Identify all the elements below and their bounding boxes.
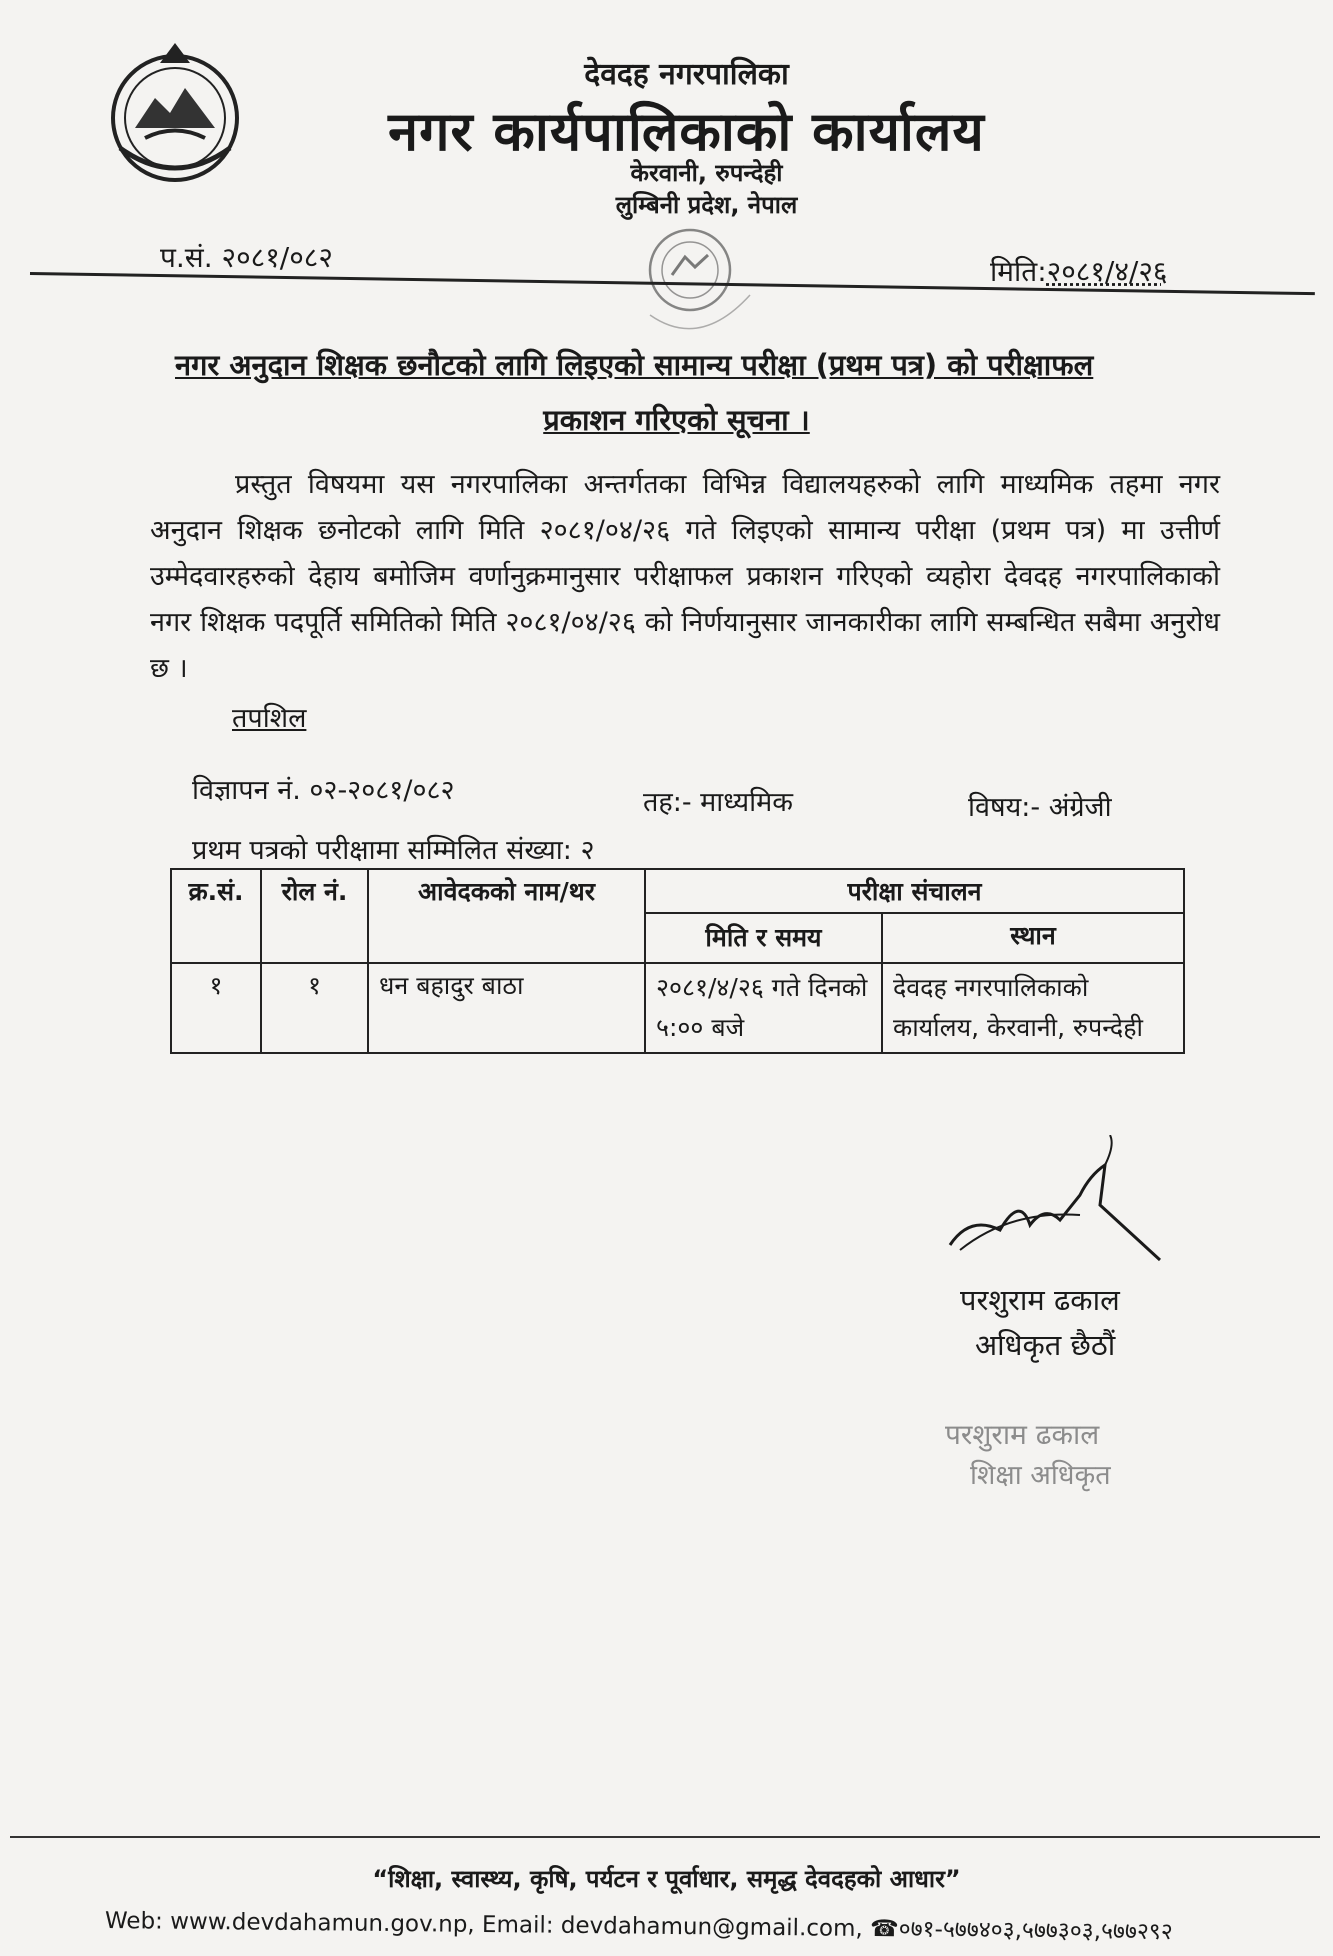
letter-date xyxy=(990,252,1167,290)
footer-divider xyxy=(10,1836,1320,1838)
header-exam: परीक्षा संचालन xyxy=(645,869,1184,913)
municipality-name: देवदह नगरपालिका xyxy=(584,57,789,92)
subject-line-1: नगर अनुदान शिक्षक छनौटको लागि लिइएको सामान्य परीक्षा (प्रथम पत्र) को परीक्षाफल xyxy=(175,348,1094,382)
office-title: नगर कार्यपालिकाको कार्यालय xyxy=(388,100,985,163)
header-name: आवेदकको नाम/थर xyxy=(368,869,645,963)
seal-name: परशुराम ढकाल xyxy=(945,1418,1100,1451)
address-line-2: लुम्बिनी प्रदेश, नेपाल xyxy=(615,191,798,219)
level-field: तह:- माध्यमिक xyxy=(643,787,793,818)
subject-field: विषय:- अंग्रेजी xyxy=(968,792,1112,823)
body-paragraph: प्रस्तुत विषयमा यस नगरपालिका अन्तर्गतका विभिन्न विद्यालयहरुको लागि माध्यमिक तहमा नगर अनुदान शिक्षक छनोटको लागि मिति २०८१/०४/२६ गते लिइएको सामान्य परीक्षा (प्रथम पत्र) मा उत्तीर्ण उम्मेदवारहरुको देहाय बमोजिम वर्णानुक्रमानुसार परीक्षाफल प्रकाशन गरिएको व्यहोरा देवदह नगरपालिकाको नगर शिक्षक पदपूर्ति समितिको मिति २०८१/०४/२६ को निर्णयानुसार जानकारीका लागि सम्बन्धित सबैमा अनुरोध छ । xyxy=(150,469,1220,684)
header-venue: स्थान xyxy=(882,913,1184,963)
date-value: २०८१/४/२६ xyxy=(1046,255,1168,288)
header-roll: रोल नं. xyxy=(261,869,368,963)
cell-name: धन बहादुर बाठा xyxy=(368,963,645,1053)
footer-contact: Web: www.devdahamun.gov.np, Email: devdahamun@gmail.com, ☎०७१-५७७४०३,५७७३०३,५७७२९२ xyxy=(104,1908,1173,1946)
reference-number: प.सं. २०८१/०८२ xyxy=(160,241,333,274)
signatory-title: अधिकृत छैठौं xyxy=(975,1328,1116,1362)
results-table xyxy=(170,868,1185,1054)
cell-datetime: २०८१/४/२६ गते दिनको ५:०० बजे xyxy=(645,963,882,1053)
tapashil-heading: तपशिल xyxy=(232,703,307,734)
signatory-name: परशुराम ढकाल xyxy=(960,1283,1120,1317)
header-sn: क्र.सं. xyxy=(171,869,261,963)
address-line-1: केरवानी, रुपन्देही xyxy=(630,159,783,187)
footer-motto: “शिक्षा, स्वास्थ्य, कृषि, पर्यटन र पूर्वाधार, समृद्ध देवदहको आधार” xyxy=(372,1865,961,1893)
table-row xyxy=(171,963,1184,1053)
advertisement-number: विज्ञापन नं. ०२-२०८१/०८२ xyxy=(192,775,455,806)
cell-roll: १ xyxy=(261,963,368,1053)
subject-line-2: प्रकाशन गरिएको सूचना । xyxy=(543,403,810,437)
header-datetime: मिति र समय xyxy=(645,913,882,963)
cell-sn: १ xyxy=(171,963,261,1053)
signature-image xyxy=(930,1135,1180,1275)
seal-title: शिक्षा अधिकृत xyxy=(970,1460,1111,1491)
participant-count: प्रथम पत्रको परीक्षामा सम्मिलित संख्या: २ xyxy=(192,835,595,866)
cell-venue: देवदह नगरपालिकाको कार्यालय, केरवानी, रुपन्देही xyxy=(882,963,1184,1053)
date-label: मिति: xyxy=(990,255,1047,288)
